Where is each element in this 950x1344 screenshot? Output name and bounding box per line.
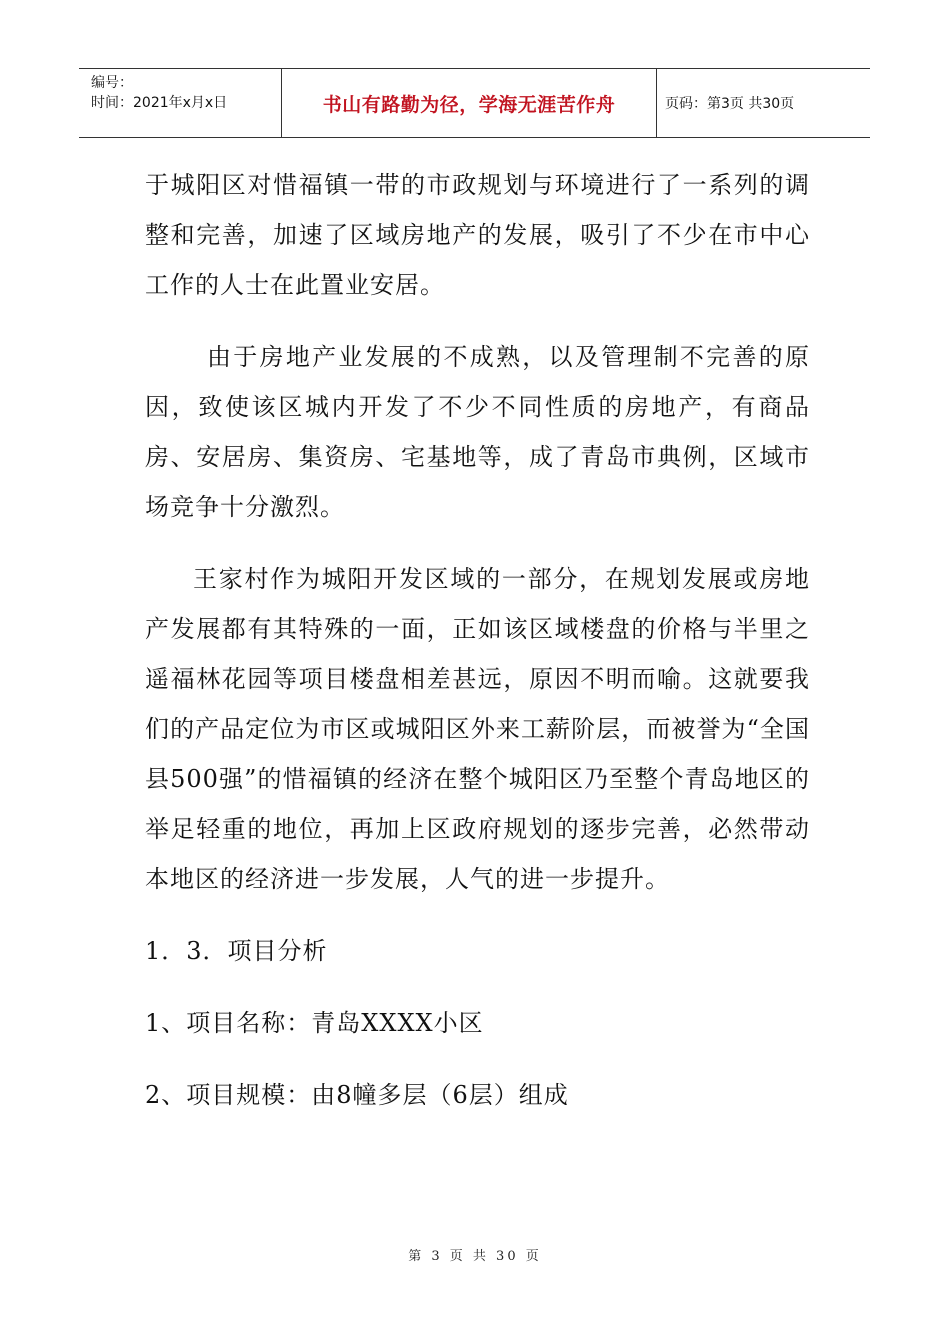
header-page-info (657, 69, 870, 137)
section-title: 1．3．项目分析 (145, 937, 328, 965)
document-number-label: 编号： (91, 75, 133, 91)
paragraph-3: 王家村作为城阳开发区域的一部分，在规划发展或房地产发展都有其特殊的一面，正如该区域楼盘的价格与半里之遥福林花园等项目楼盘相差甚远，原因不明而喻。这就要我们的产品定位为市区或城阳区外来工薪阶层，而被誉为“全国县500强”的惜福镇的经济在整个城阳区乃至整个青岛地区的举足轻重的地位，再加上区政府规划的逐步完善，必然带动本地区的经济进一步发展，人气的进一步提升。 (145, 565, 810, 893)
list-item-project-scale: 2、项目规模：由8幢多层（6层）组成 (145, 1081, 569, 1109)
header-motto-cell (282, 69, 657, 137)
list-item-project-name: 1、项目名称：青岛XXXX小区 (145, 1009, 484, 1037)
document-date: 时间：2021年x月x日 (91, 95, 228, 111)
page-info-text: 页码：第3页 共30页 (665, 96, 795, 112)
header-meta (79, 69, 282, 137)
motto-text: 书山有路勤为径，学海无涯苦作舟 (322, 93, 616, 116)
page-header (79, 68, 870, 138)
paragraph-1: 于城阳区对惜福镇一带的市政规划与环境进行了一系列的调整和完善，加速了区域房地产的发展，吸引了不少在市中心工作的人士在此置业安居。 (145, 171, 810, 299)
page-footer: 第 3 页 共 30 页 (408, 1249, 542, 1264)
document-body (145, 160, 810, 1120)
paragraph-2: 由于房地产业发展的不成熟，以及管理制不完善的原因，致使该区城内开发了不少不同性质的房地产，有商品房、安居房、集资房、宅基地等，成了青岛市典例，区域市场竞争十分激烈。 (145, 343, 810, 521)
